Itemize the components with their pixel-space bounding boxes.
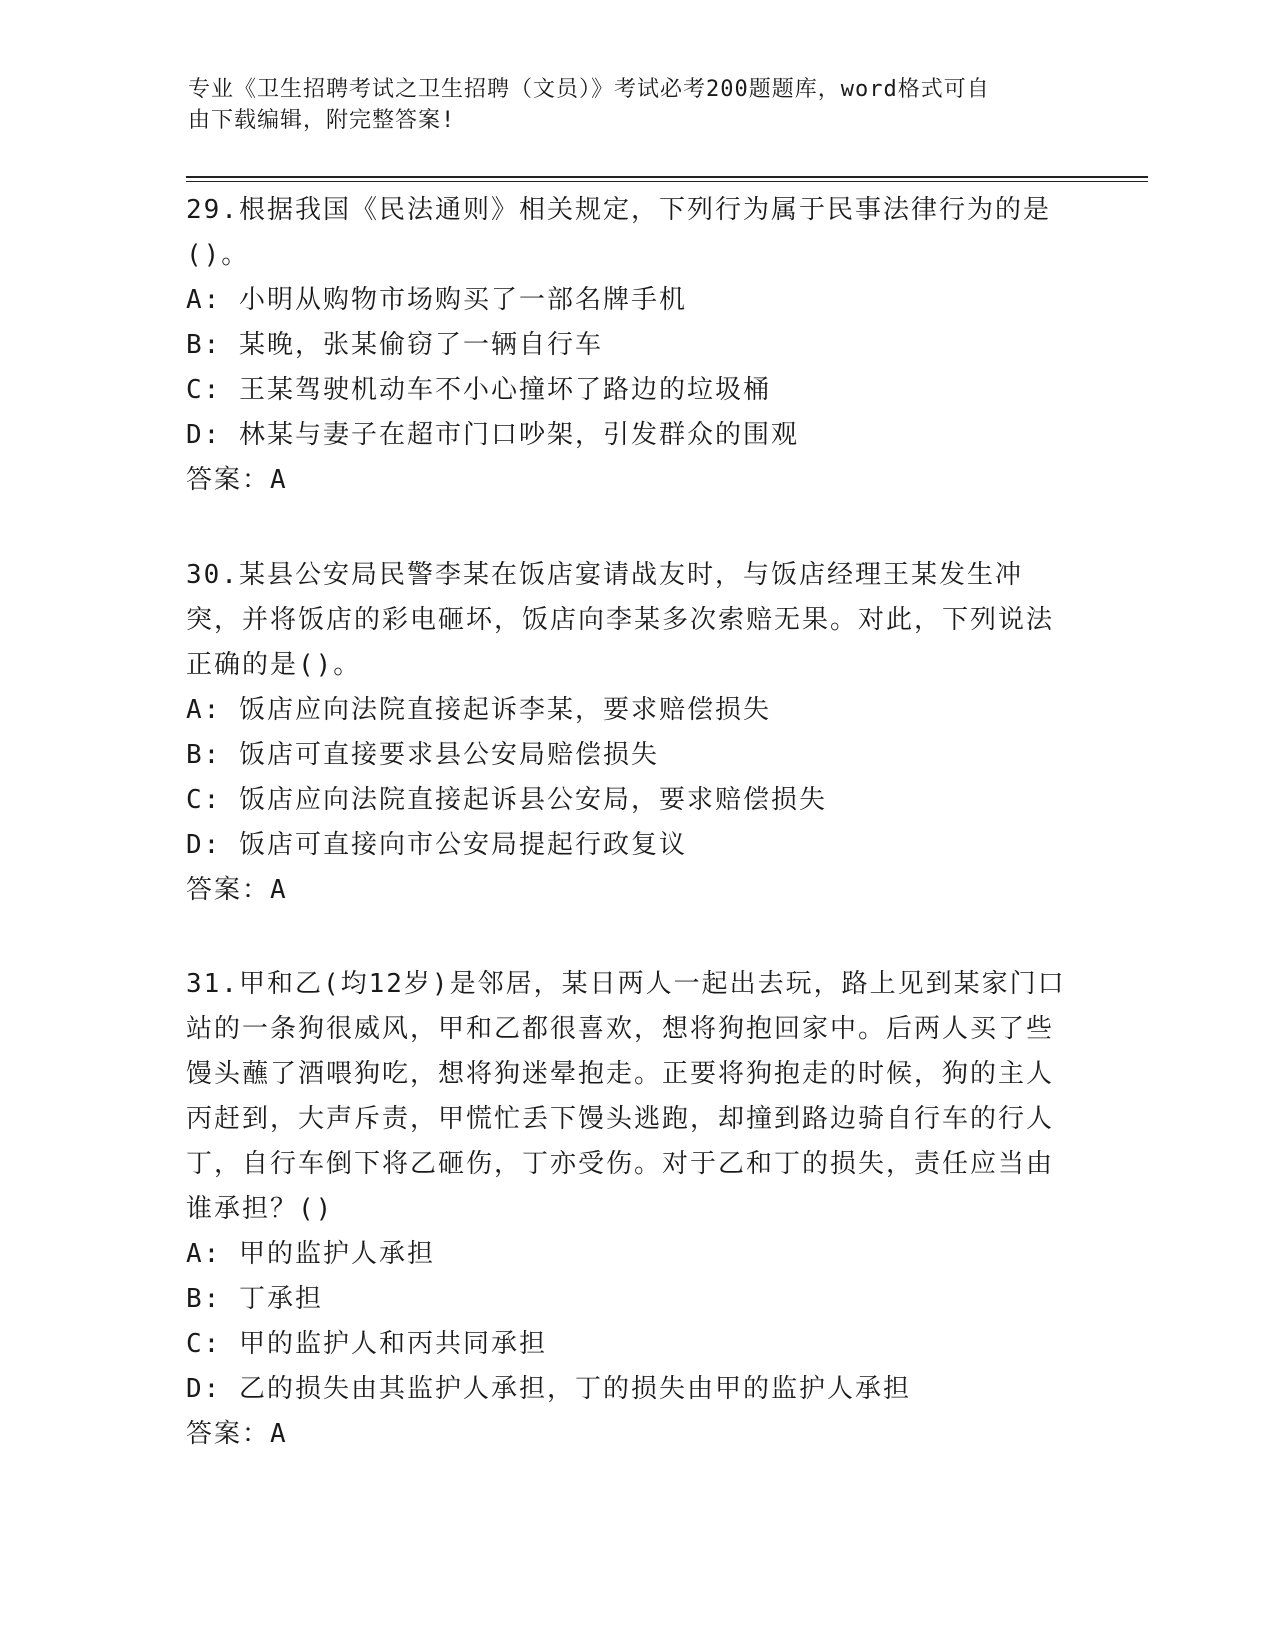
option-d: D: 林某与妻子在超市门口吵架，引发群众的围观 bbox=[186, 420, 799, 450]
header-divider-thin bbox=[186, 181, 1148, 182]
option-a: A: 小明从购物市场购买了一部名牌手机 bbox=[186, 285, 687, 315]
answer-line: 答案：A bbox=[186, 465, 288, 495]
question-text: 30.某县公安局民警李某在饭店宴请战友时，与饭店经理王某发生冲突，并将饭店的彩电砸坏，饭店向李某多次索赔无果。对此，下列说法正确的是()。 bbox=[186, 560, 1055, 680]
option-a: A: 甲的监护人承担 bbox=[186, 1239, 435, 1269]
option-b: B: 某晚，张某偷窃了一辆自行车 bbox=[186, 330, 603, 360]
option-c: C: 甲的监护人和丙共同承担 bbox=[186, 1329, 547, 1359]
question-29 bbox=[186, 188, 1076, 503]
option-d: D: 乙的损失由其监护人承担，丁的损失由甲的监护人承担 bbox=[186, 1374, 911, 1404]
question-30 bbox=[186, 553, 1076, 913]
option-c: C: 王某驾驶机动车不小心撞坏了路边的垃圾桶 bbox=[186, 375, 771, 405]
option-b: B: 丁承担 bbox=[186, 1284, 323, 1314]
answer-line: 答案：A bbox=[186, 875, 288, 905]
document-header bbox=[188, 74, 1068, 136]
header-line-1: 专业《卫生招聘考试之卫生招聘（文员）》考试必考200题题库，word格式可自 bbox=[188, 77, 990, 102]
question-31 bbox=[186, 962, 1076, 1457]
question-text: 31.甲和乙(均12岁)是邻居，某日两人一起出去玩，路上见到某家门口站的一条狗很威风，甲和乙都很喜欢，想将狗抱回家中。后两人买了些馒头蘸了酒喂狗吃，想将狗迷晕抱走。正要将狗抱走的时候，狗的主人丙赶到，大声斥责，甲慌忙丢下馒头逃跑，却撞到路边骑自行车的行人丁，自行车倒下将乙砸伤，丁亦受伤。对于乙和丁的损失，责任应当由谁承担？() bbox=[186, 969, 1066, 1224]
option-b: B: 饭店可直接要求县公安局赔偿损失 bbox=[186, 740, 659, 770]
header-line-2: 由下载编辑，附完整答案! bbox=[188, 108, 456, 133]
option-c: C: 饭店应向法院直接起诉县公安局，要求赔偿损失 bbox=[186, 785, 827, 815]
option-d: D: 饭店可直接向市公安局提起行政复议 bbox=[186, 830, 687, 860]
answer-line: 答案：A bbox=[186, 1419, 288, 1449]
question-text: 29.根据我国《民法通则》相关规定，下列行为属于民事法律行为的是()。 bbox=[186, 195, 1051, 270]
option-a: A: 饭店应向法院直接起诉李某，要求赔偿损失 bbox=[186, 695, 771, 725]
header-divider-thick bbox=[186, 176, 1148, 178]
